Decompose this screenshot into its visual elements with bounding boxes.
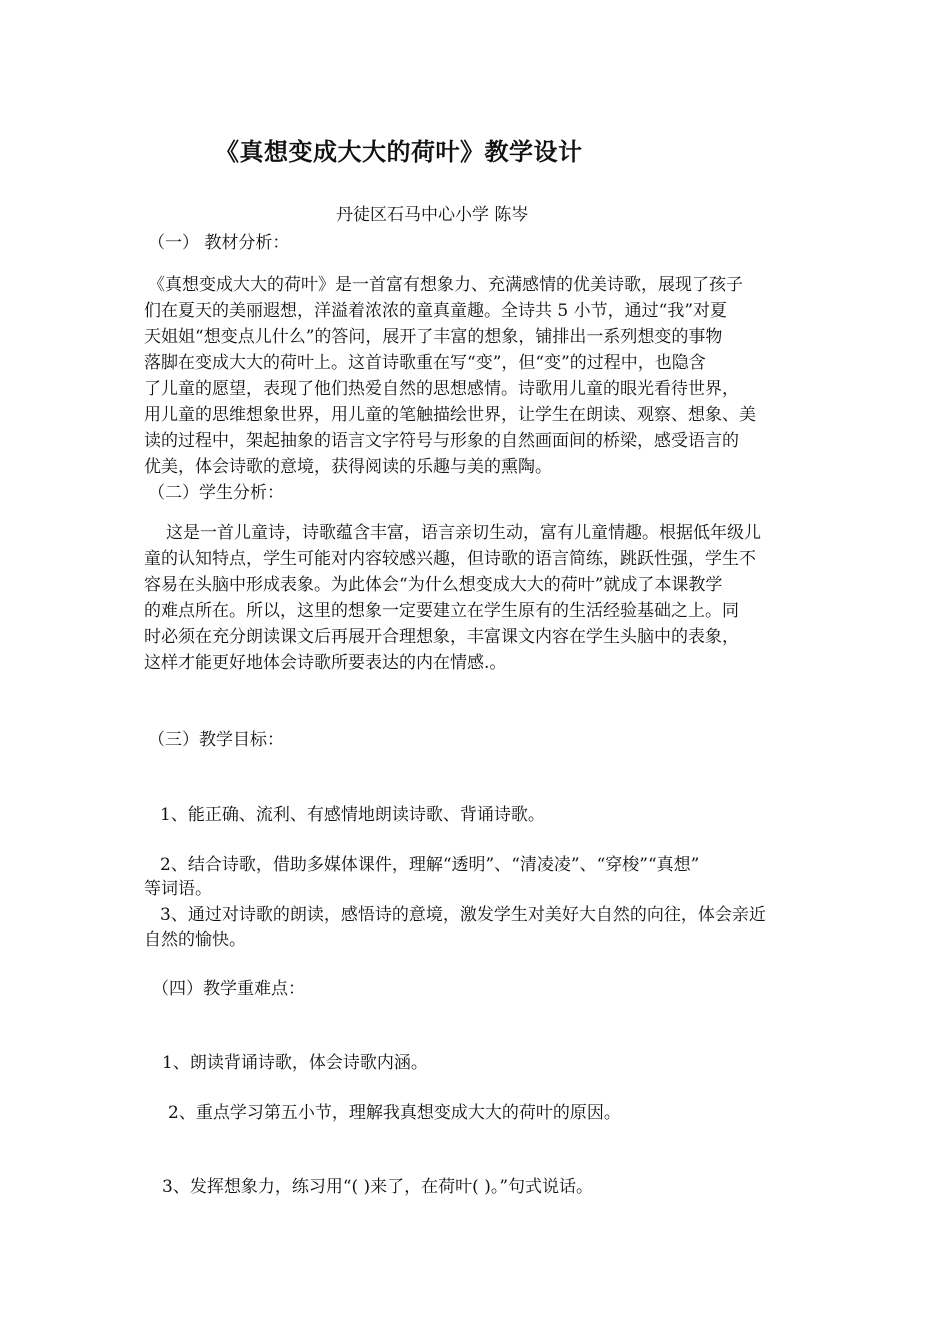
paragraph-line: 《真想变成大大的荷叶》是一首富有想象力、充满感情的优美诗歌，展现了孩子 [148, 275, 743, 295]
goal-item-2: 2、结合诗歌，借助多媒体课件，理解“透明”、“清凌凌”、“穿梭”“真想” [160, 855, 700, 875]
paragraph-line: 的难点所在。所以，这里的想象一定要建立在学生原有的生活经验基础之上。同 [144, 601, 739, 621]
textbook-analysis-paragraph [144, 272, 812, 480]
student-analysis-paragraph [144, 520, 812, 676]
goal-item-3: 3、通过对诗歌的朗读，感悟诗的意境，激发学生对美好大自然的向往，体会亲近 [160, 905, 766, 925]
paragraph-line: 优美，体会诗歌的意境，获得阅读的乐趣与美的熏陶。 [144, 457, 552, 477]
paragraph-line: 这是一首儿童诗，诗歌蕴含丰富，语言亲切生动，富有儿童情趣。根据低年级儿 [166, 523, 761, 543]
key-point-item-1: 1、朗读背诵诗歌，体会诗歌内涵。 [162, 1053, 428, 1073]
paragraph-line: 读的过程中，架起抽象的语言文字符号与形象的自然画面间的桥梁，感受语言的 [144, 431, 739, 451]
paragraph-line: 时必须在充分朗读课文后再展开合理想象，丰富课文内容在学生头脑中的表象， [144, 627, 739, 647]
section-heading-student-analysis: （二）学生分析： [148, 483, 284, 503]
goal-item-3-continued: 自然的愉快。 [144, 930, 246, 950]
goal-item-1: 1、能正确、流利、有感情地朗读诗歌、背诵诗歌。 [160, 805, 545, 825]
author-line: 丹徒区石马中心小学 陈岑 [336, 205, 529, 225]
paragraph-line: 容易在头脑中形成表象。为此体会“为什么想变成大大的荷叶”就成了本课教学 [144, 575, 723, 595]
section-heading-key-difficulties: （四）教学重难点： [152, 979, 305, 999]
paragraph-line: 天姐姐“想变点儿什么”的答问，展开了丰富的想象，铺排出一系列想变的事物 [144, 327, 723, 347]
paragraph-line: 童的认知特点，学生可能对内容较感兴趣，但诗歌的语言简练，跳跃性强，学生不 [144, 549, 756, 569]
paragraph-line: 们在夏天的美丽遐想，洋溢着浓浓的童真童趣。全诗共 5 小节，通过“我”对夏 [144, 301, 728, 321]
key-point-item-2: 2、重点学习第五小节，理解我真想变成大大的荷叶的原因。 [168, 1103, 621, 1123]
section-heading-teaching-goals: （三）教学目标： [148, 730, 284, 750]
paragraph-line: 了儿童的愿望，表现了他们热爱自然的思想感情。诗歌用儿童的眼光看待世界， [144, 379, 739, 399]
paragraph-line: 落脚在变成大大的荷叶上。这首诗歌重在写“变”，但“变”的过程中，也隐含 [144, 353, 706, 373]
section-heading-textbook-analysis: （一） 教材分析： [148, 233, 290, 253]
key-point-item-3: 3、发挥想象力，练习用“( )来了，在荷叶( )。”句式说话。 [162, 1177, 594, 1197]
paragraph-line: 用儿童的思维想象世界，用儿童的笔触描绘世界，让学生在朗读、观察、想象、美 [144, 405, 756, 425]
paragraph-line: 这样才能更好地体会诗歌所要表达的内在情感.。 [144, 653, 507, 673]
goal-item-2-continued: 等词语。 [144, 879, 212, 899]
document-title: 《真想变成大大的荷叶》教学设计 [215, 138, 583, 166]
